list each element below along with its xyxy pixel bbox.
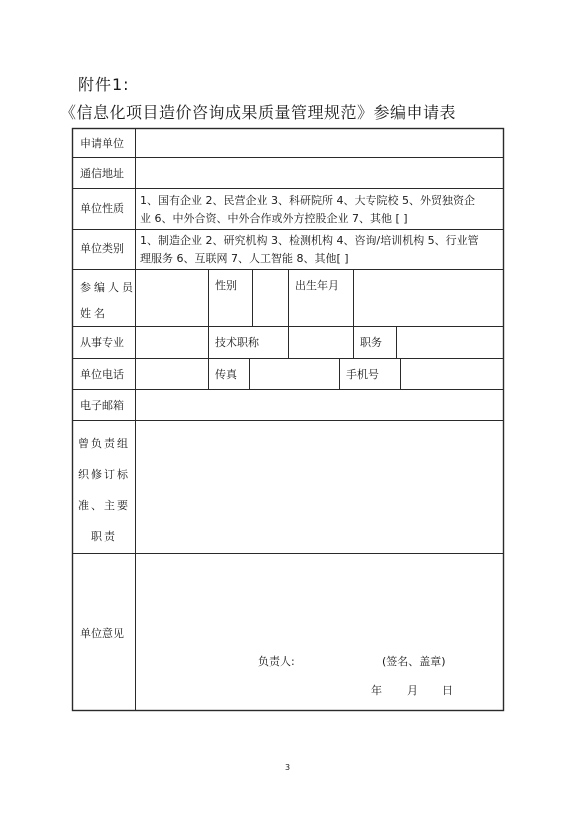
unit-category-options-line2[interactable]: 理服务 6、互联网 7、人工智能 8、其他[ ] <box>140 252 349 265</box>
mobile-field[interactable] <box>402 360 502 388</box>
label-responsibility-line3: 准、主要 <box>78 499 130 512</box>
label-mobile: 手机号 <box>346 368 379 381</box>
participant-name-field[interactable] <box>137 271 207 325</box>
label-participant-line2: 姓名 <box>80 307 108 320</box>
unit-nature-options-line1[interactable]: 1、国有企业 2、民营企业 3、科研院所 4、大专院校 5、外贸独资企 <box>140 194 475 207</box>
label-email: 电子邮箱 <box>80 399 124 412</box>
gender-field[interactable] <box>254 271 287 325</box>
label-responsibility-line1: 曾负责组 <box>78 437 130 450</box>
phone-field[interactable] <box>137 360 207 388</box>
label-position: 职务 <box>360 336 382 349</box>
responsible-person-label: 负责人: <box>258 655 295 668</box>
label-phone: 单位电话 <box>80 368 124 381</box>
tech-title-field[interactable] <box>290 328 352 357</box>
label-address: 通信地址 <box>80 167 124 180</box>
label-responsibility-line2: 织修订标 <box>78 468 130 481</box>
email-field[interactable] <box>137 391 502 419</box>
birth-date-field[interactable] <box>355 271 502 325</box>
position-field[interactable] <box>398 328 502 357</box>
page-number: 3 <box>284 763 291 772</box>
address-field[interactable] <box>137 159 502 187</box>
responsibility-field[interactable] <box>137 422 502 552</box>
label-birth-date: 出生年月 <box>295 279 339 292</box>
profession-field[interactable] <box>137 328 207 357</box>
date-month-label: 月 <box>407 684 418 697</box>
label-tech-title: 技术职称 <box>215 336 259 349</box>
attachment-label: 附件1: <box>78 75 130 94</box>
label-applicant-unit: 申请单位 <box>80 137 124 150</box>
form-title: 《信息化项目造价咨询成果质量管理规范》参编申请表 <box>60 103 457 122</box>
label-gender: 性别 <box>215 279 237 292</box>
sign-stamp-note: (签名、盖章) <box>382 655 446 668</box>
unit-nature-options-line2[interactable]: 业 6、中外合资、中外合作或外方控股企业 7、其他 [ ] <box>140 212 408 225</box>
unit-category-options-line1[interactable]: 1、制造企业 2、研究机构 3、检测机构 4、咨询/培训机构 5、行业管 <box>140 234 479 247</box>
label-responsibility-line4: 职责 <box>91 530 117 543</box>
label-unit-opinion: 单位意见 <box>80 627 124 640</box>
label-fax: 传真 <box>215 368 237 381</box>
fax-field[interactable] <box>251 360 338 388</box>
label-profession: 从事专业 <box>80 336 124 349</box>
date-year-label: 年 <box>371 684 382 697</box>
label-participant-line1: 参编人员 <box>80 281 136 294</box>
label-unit-category: 单位类别 <box>80 242 124 255</box>
applicant-unit-field[interactable] <box>137 130 502 156</box>
label-unit-nature: 单位性质 <box>80 202 124 215</box>
date-day-label: 日 <box>442 684 453 697</box>
